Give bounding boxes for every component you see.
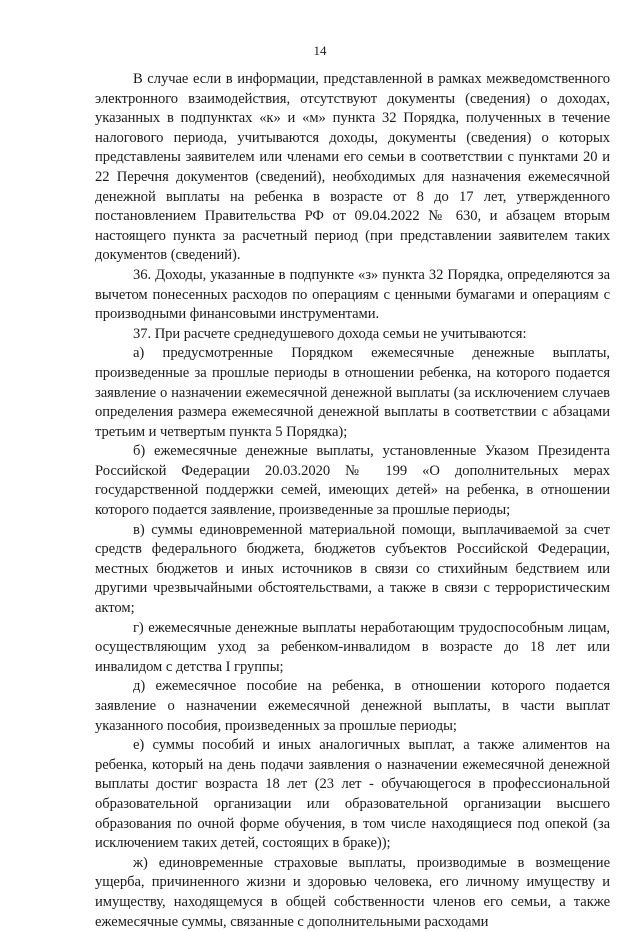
subitem-zh: ж) единовременные страховые выплаты, производимые в возмещение ущерба, причиненного жизни и здоровью человека, его личному имуществу и имуществу, находящемуся в общей собственности членов его семьи, а также ежемесячные суммы, связанные с дополнительными расходами [95,854,610,930]
subitem-g: г) ежемесячные денежные выплаты неработающим трудоспособным лицам, осуществляющим уход за ребенком-инвалидом в возрасте до 18 лет или инвалидом с детства I группы; [95,619,610,675]
paragraph-37: 37. При расчете среднедушевого дохода семьи не учитываются: [133,325,527,342]
document-body [95,70,610,932]
subitem-v: в) суммы единовременной материальной помощи, выплачиваемой за счет средств федерального бюджета, бюджетов субъектов Российской Федерации, местных бюджетов и иных источников в связи со стихийным бедствием или другими чрезвычайными обстоятельствами, а также в связи с террористическим актом; [95,521,610,617]
subitem-b: б) ежемесячные денежные выплаты, установленные Указом Президента Российской Федерации 20.03.2020 № 199 «О дополнительных мерах государственной поддержки семей, имеющих детей» на ребенка, в отношении которого подается заявление, произведенные за прошлые периоды; [95,443,610,519]
page-number: 14 [313,43,327,58]
paragraph-36: 36. Доходы, указанные в подпункте «з» пункта 32 Порядка, определяются за вычетом понесенных расходов по операциям с ценными бумагами и операциям с производными финансовыми инструментами. [95,266,610,323]
paragraph-35-continuation: В случае если в информации, представленной в рамках межведомственного электронного взаимодействия, отсутствуют документы (сведения) о доходах, указанных в подпунктах «к» и «м» пункта 32 Порядка, полученных в течение налогового периода, учитываются доходы, документы (сведения) о которых представлены заявителем или членами его семьи в соответствии с пунктами 20 и 22 Перечня документов (сведений), необходимых для назначения ежемесячной денежной выплаты на ребенка в возрасте от 8 до 17 лет, утвержденного постановлением Правительства РФ от 09.04.2022 № 630, и абзацем вторым настоящего пункта за расчетный период (при представлении заявителем таких документов (сведений). [95,71,610,264]
subitem-d: д) ежемесячное пособие на ребенка, в отношении которого подается заявление о назначении ежемесячной денежной выплаты, в части выплат указанного пособия, произведенных за прошлые периоды; [95,678,610,734]
subitem-a: а) предусмотренные Порядком ежемесячные денежные выплаты, произведенные за прошлые периоды в отношении ребенка, на которого подается заявление о назначении ежемесячной денежной выплаты (за исключением случаев определения размера ежемесячной денежной выплаты в соответствии с абзацами третьим и четвертым пункта 5 Порядка); [95,345,610,440]
subitem-e: е) суммы пособий и иных аналогичных выплат, а также алиментов на ребенка, который на день подачи заявления о назначении ежемесячной денежной выплаты достиг возраста 18 лет (23 лет - обучающегося в профессиональной образовательной организации или образовательной организации высшего образования по очной форме обучения, в том числе находящиеся под опекой (за исключением таких детей, состоящих в браке)); [95,737,610,852]
